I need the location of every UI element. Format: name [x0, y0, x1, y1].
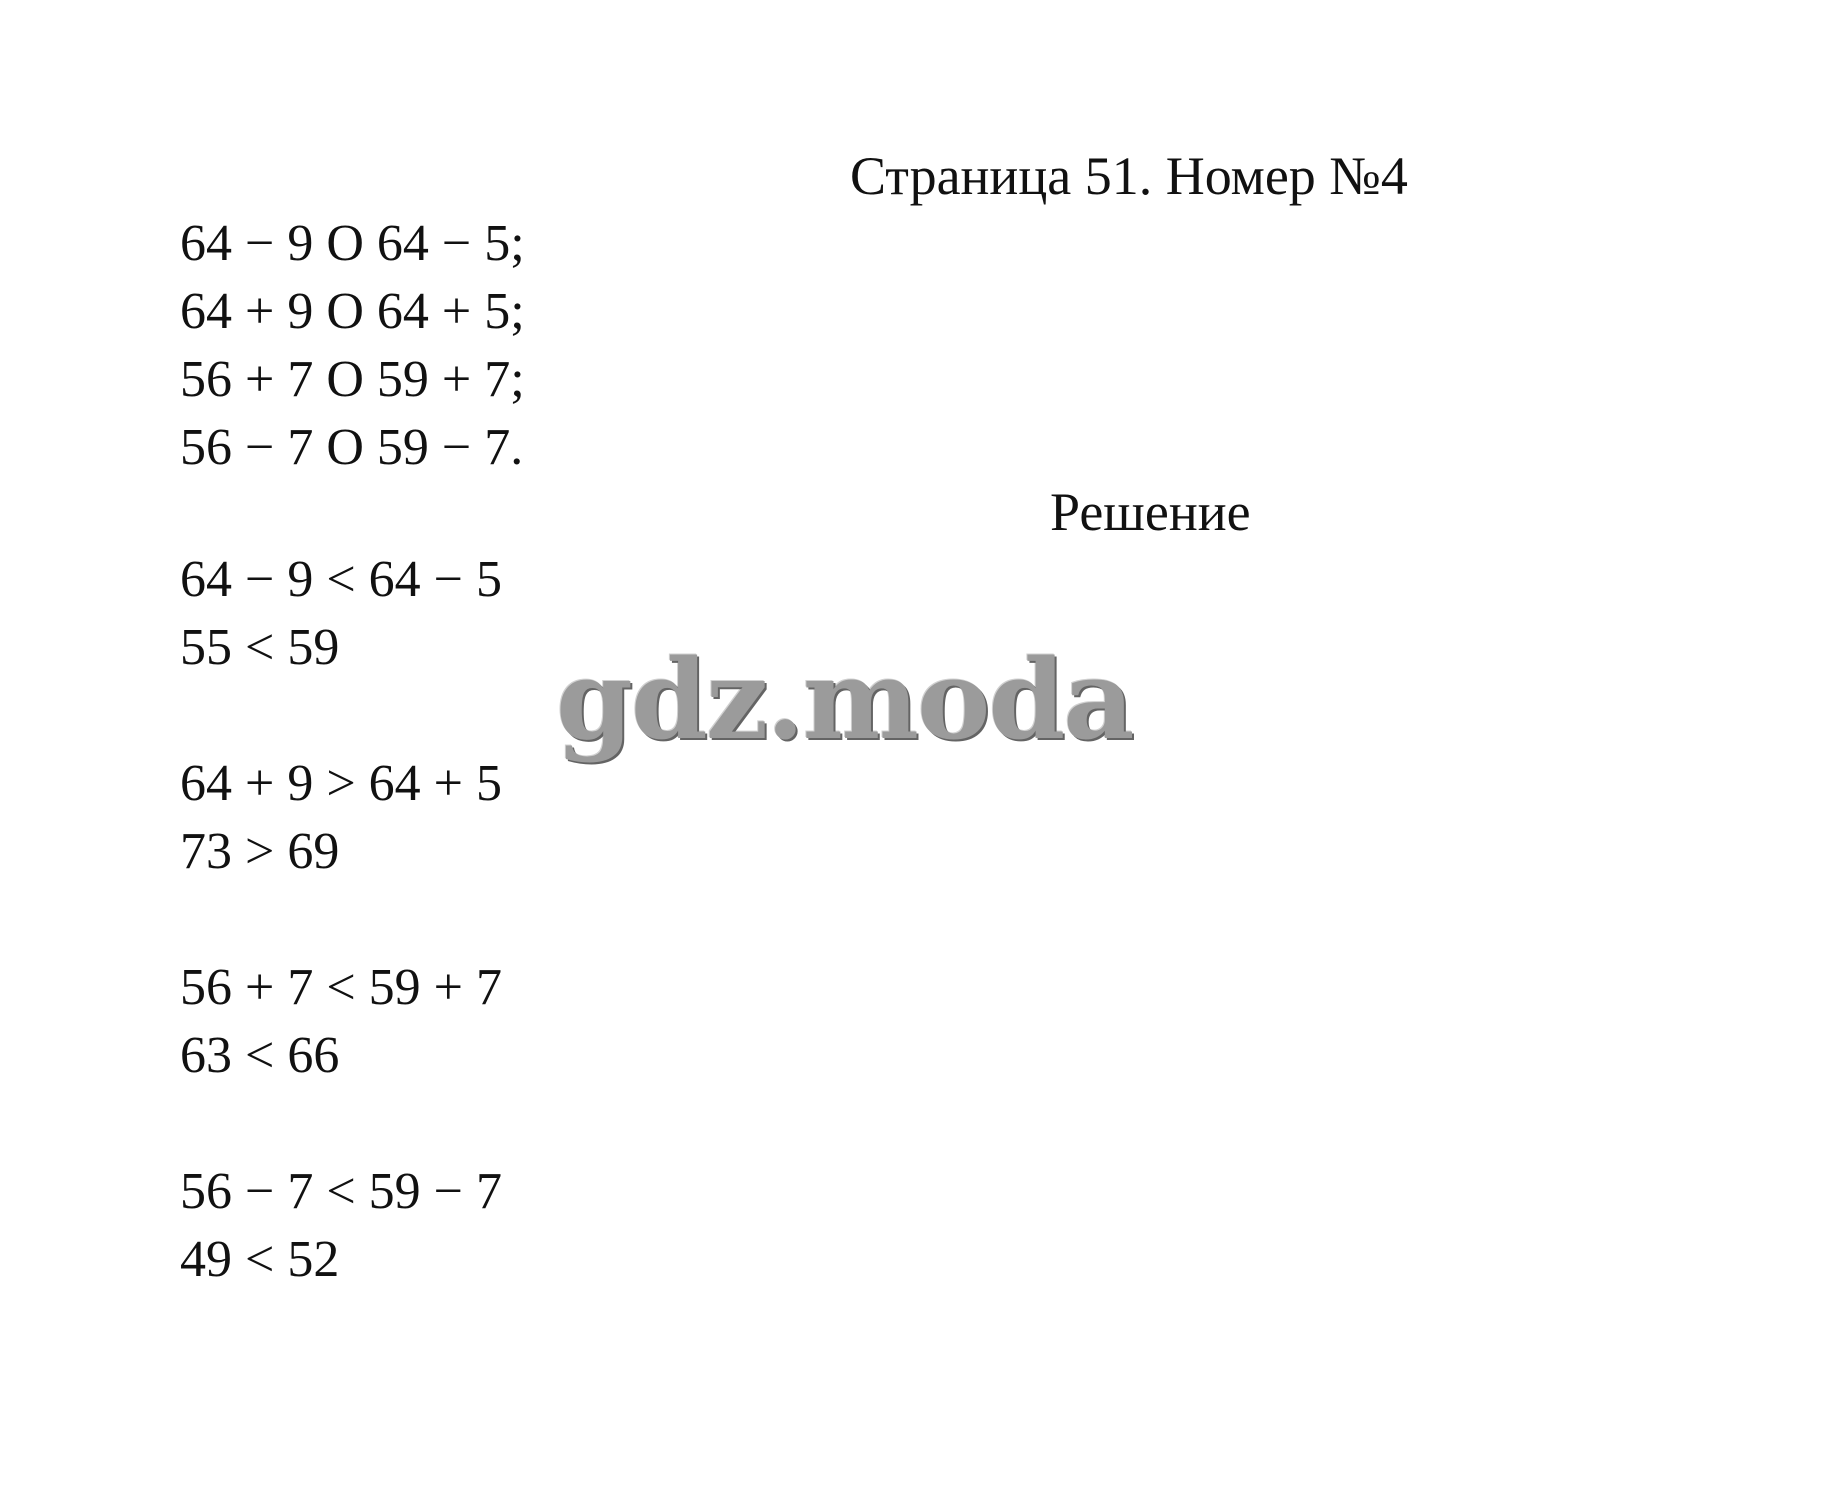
- solution-comparison: 56 + 7 < 59 + 7: [180, 959, 502, 1016]
- solution-comparison: 64 + 9 > 64 + 5: [180, 755, 502, 812]
- solution-result: 55 < 59: [180, 619, 340, 676]
- task-expressions: [180, 210, 525, 482]
- solution-comparison: 56 − 7 < 59 − 7: [180, 1163, 502, 1220]
- solution-result: 49 < 52: [180, 1231, 340, 1288]
- task-line: 64 + 9 O 64 + 5;: [180, 283, 525, 340]
- task-line: 64 − 9 O 64 − 5;: [180, 215, 525, 272]
- solution-block: [180, 1158, 502, 1294]
- solution-result: 63 < 66: [180, 1027, 340, 1084]
- task-line: 56 − 7 O 59 − 7.: [180, 419, 524, 476]
- solution-comparison: 64 − 9 < 64 − 5: [180, 551, 502, 608]
- task-line: 56 + 7 O 59 + 7;: [180, 351, 525, 408]
- solution-heading: Решение: [1050, 482, 1251, 542]
- solution-block: [180, 546, 502, 682]
- watermark-logo: gdz.moda: [556, 635, 1133, 764]
- solution-block: [180, 750, 502, 886]
- page-title: Страница 51. Номер №4: [850, 146, 1408, 206]
- solution-block: [180, 954, 502, 1090]
- solution-result: 73 > 69: [180, 823, 340, 880]
